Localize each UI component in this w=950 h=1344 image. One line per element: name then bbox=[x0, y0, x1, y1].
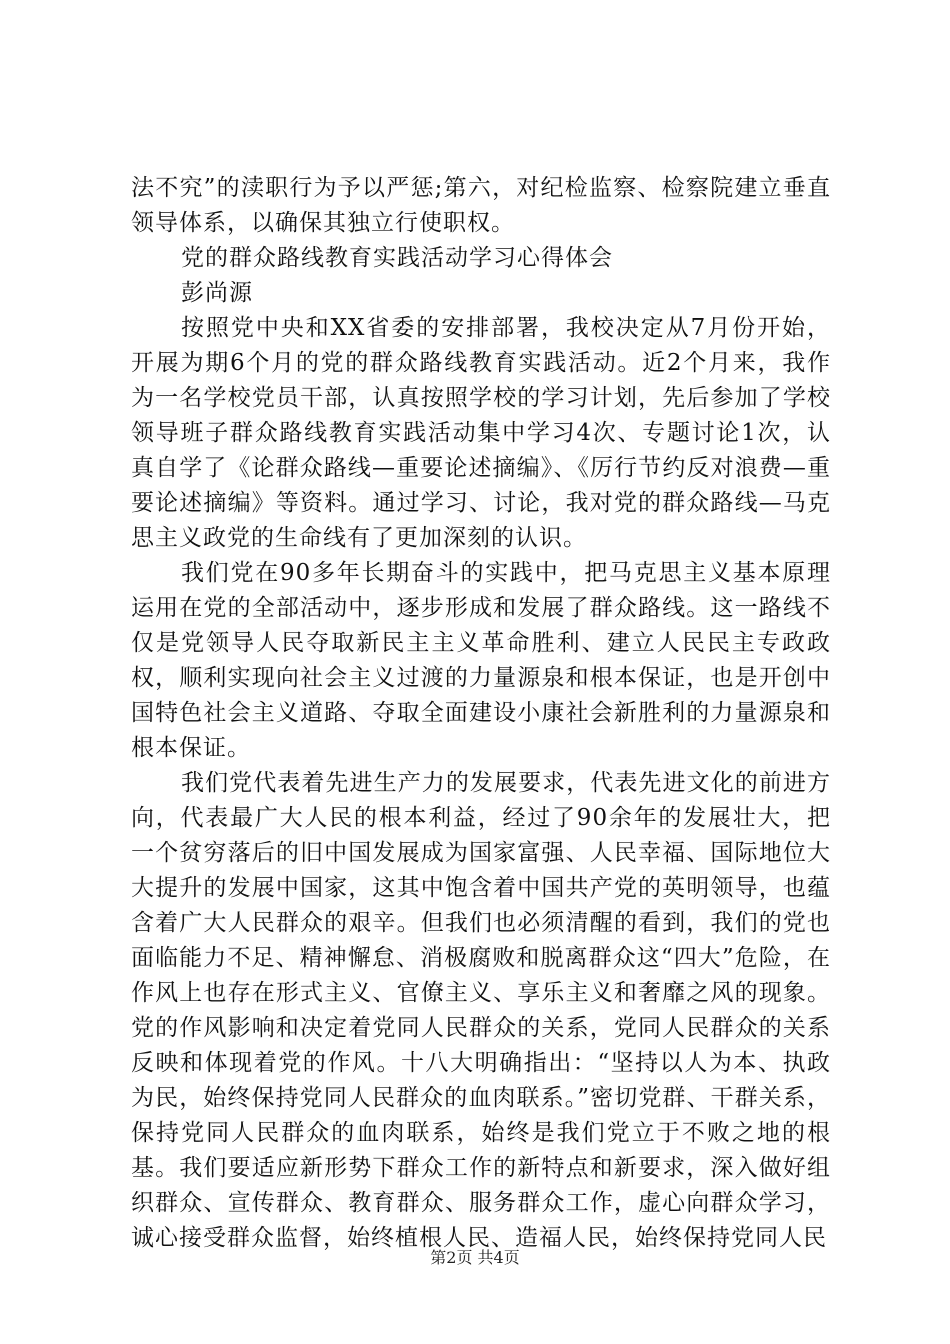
article-title: 党的群众路线教育实践活动学习心得体会 bbox=[181, 245, 613, 271]
paragraph-continuation: 法不究”的渎职行为予以严惩;第六，对纪检监察、检察院建立垂直领导体系，以确保其独立行使职权。 bbox=[131, 175, 831, 236]
paragraph-history: 我们党在90多年长期奋斗的实践中，把马克思主义基本原理运用在党的全部活动中，逐步形成和发展了群众路线。这一路线不仅是党领导人民夺取新民主主义革命胜利、建立人民民主专政政权，顺利实现向社会主义过渡的力量源泉和根本保证，也是开创中国特色社会主义道路、夺取全面建设小康社会新胜利的力量源泉和根本保证。 bbox=[131, 560, 831, 761]
paragraph-party-style: 我们党代表着先进生产力的发展要求，代表先进文化的前进方向，代表最广大人民的根本利益，经过了90余年的发展壮大，把一个贫穷落后的旧中国发展成为国家富强、人民幸福、国际地位大大提升的发展中国家，这其中饱含着中国共产党的英明领导，也蕴含着广大人民群众的艰辛。但我们也必须清醒的看到，我们的党也面临能力不足、精神懈怠、消极腐败和脱离群众这“四大”危险，在作风上也存在形式主义、官僚主义、享乐主义和奢靡之风的现象。党的作风影响和决定着党同人民群众的关系，党同人民群众的关系反映和体现着党的作风。十八大明确指出：“坚持以人为本、执政为民，始终保持党同人民群众的血肉联系。”密切党群、干群关系，保持党同人民群众的血肉联系，始终是我们党立于不败之地的根基。我们要适应新形势下群众工作的新特点和新要求，深入做好组织群众、宣传群众、教育群众、服务群众工作，虚心向群众学习，诚心接受群众监督，始终植根人民、造福人民，始终保持党同人民 bbox=[131, 770, 831, 1251]
paragraph-intro: 按照党中央和XX省委的安排部署，我校决定从7月份开始，开展为期6个月的党的群众路线教育实践活动。近2个月来，我作为一名学校党员干部，认真按照学校的学习计划，先后参加了学校领导班子群众路线教育实践活动集中学习4次、专题讨论1次，认真自学了《论群众路线—重要论述摘编》、《厉行节约反对浪费—重要论述摘编》等资料。通过学习、讨论，我对党的群众路线—马克思主义政党的生命线有了更加深刻的认识。 bbox=[131, 315, 831, 551]
page-number-footer: 第2页 共4页 bbox=[430, 1248, 520, 1267]
author-name: 彭尚源 bbox=[181, 280, 253, 306]
document-body bbox=[131, 171, 831, 1256]
